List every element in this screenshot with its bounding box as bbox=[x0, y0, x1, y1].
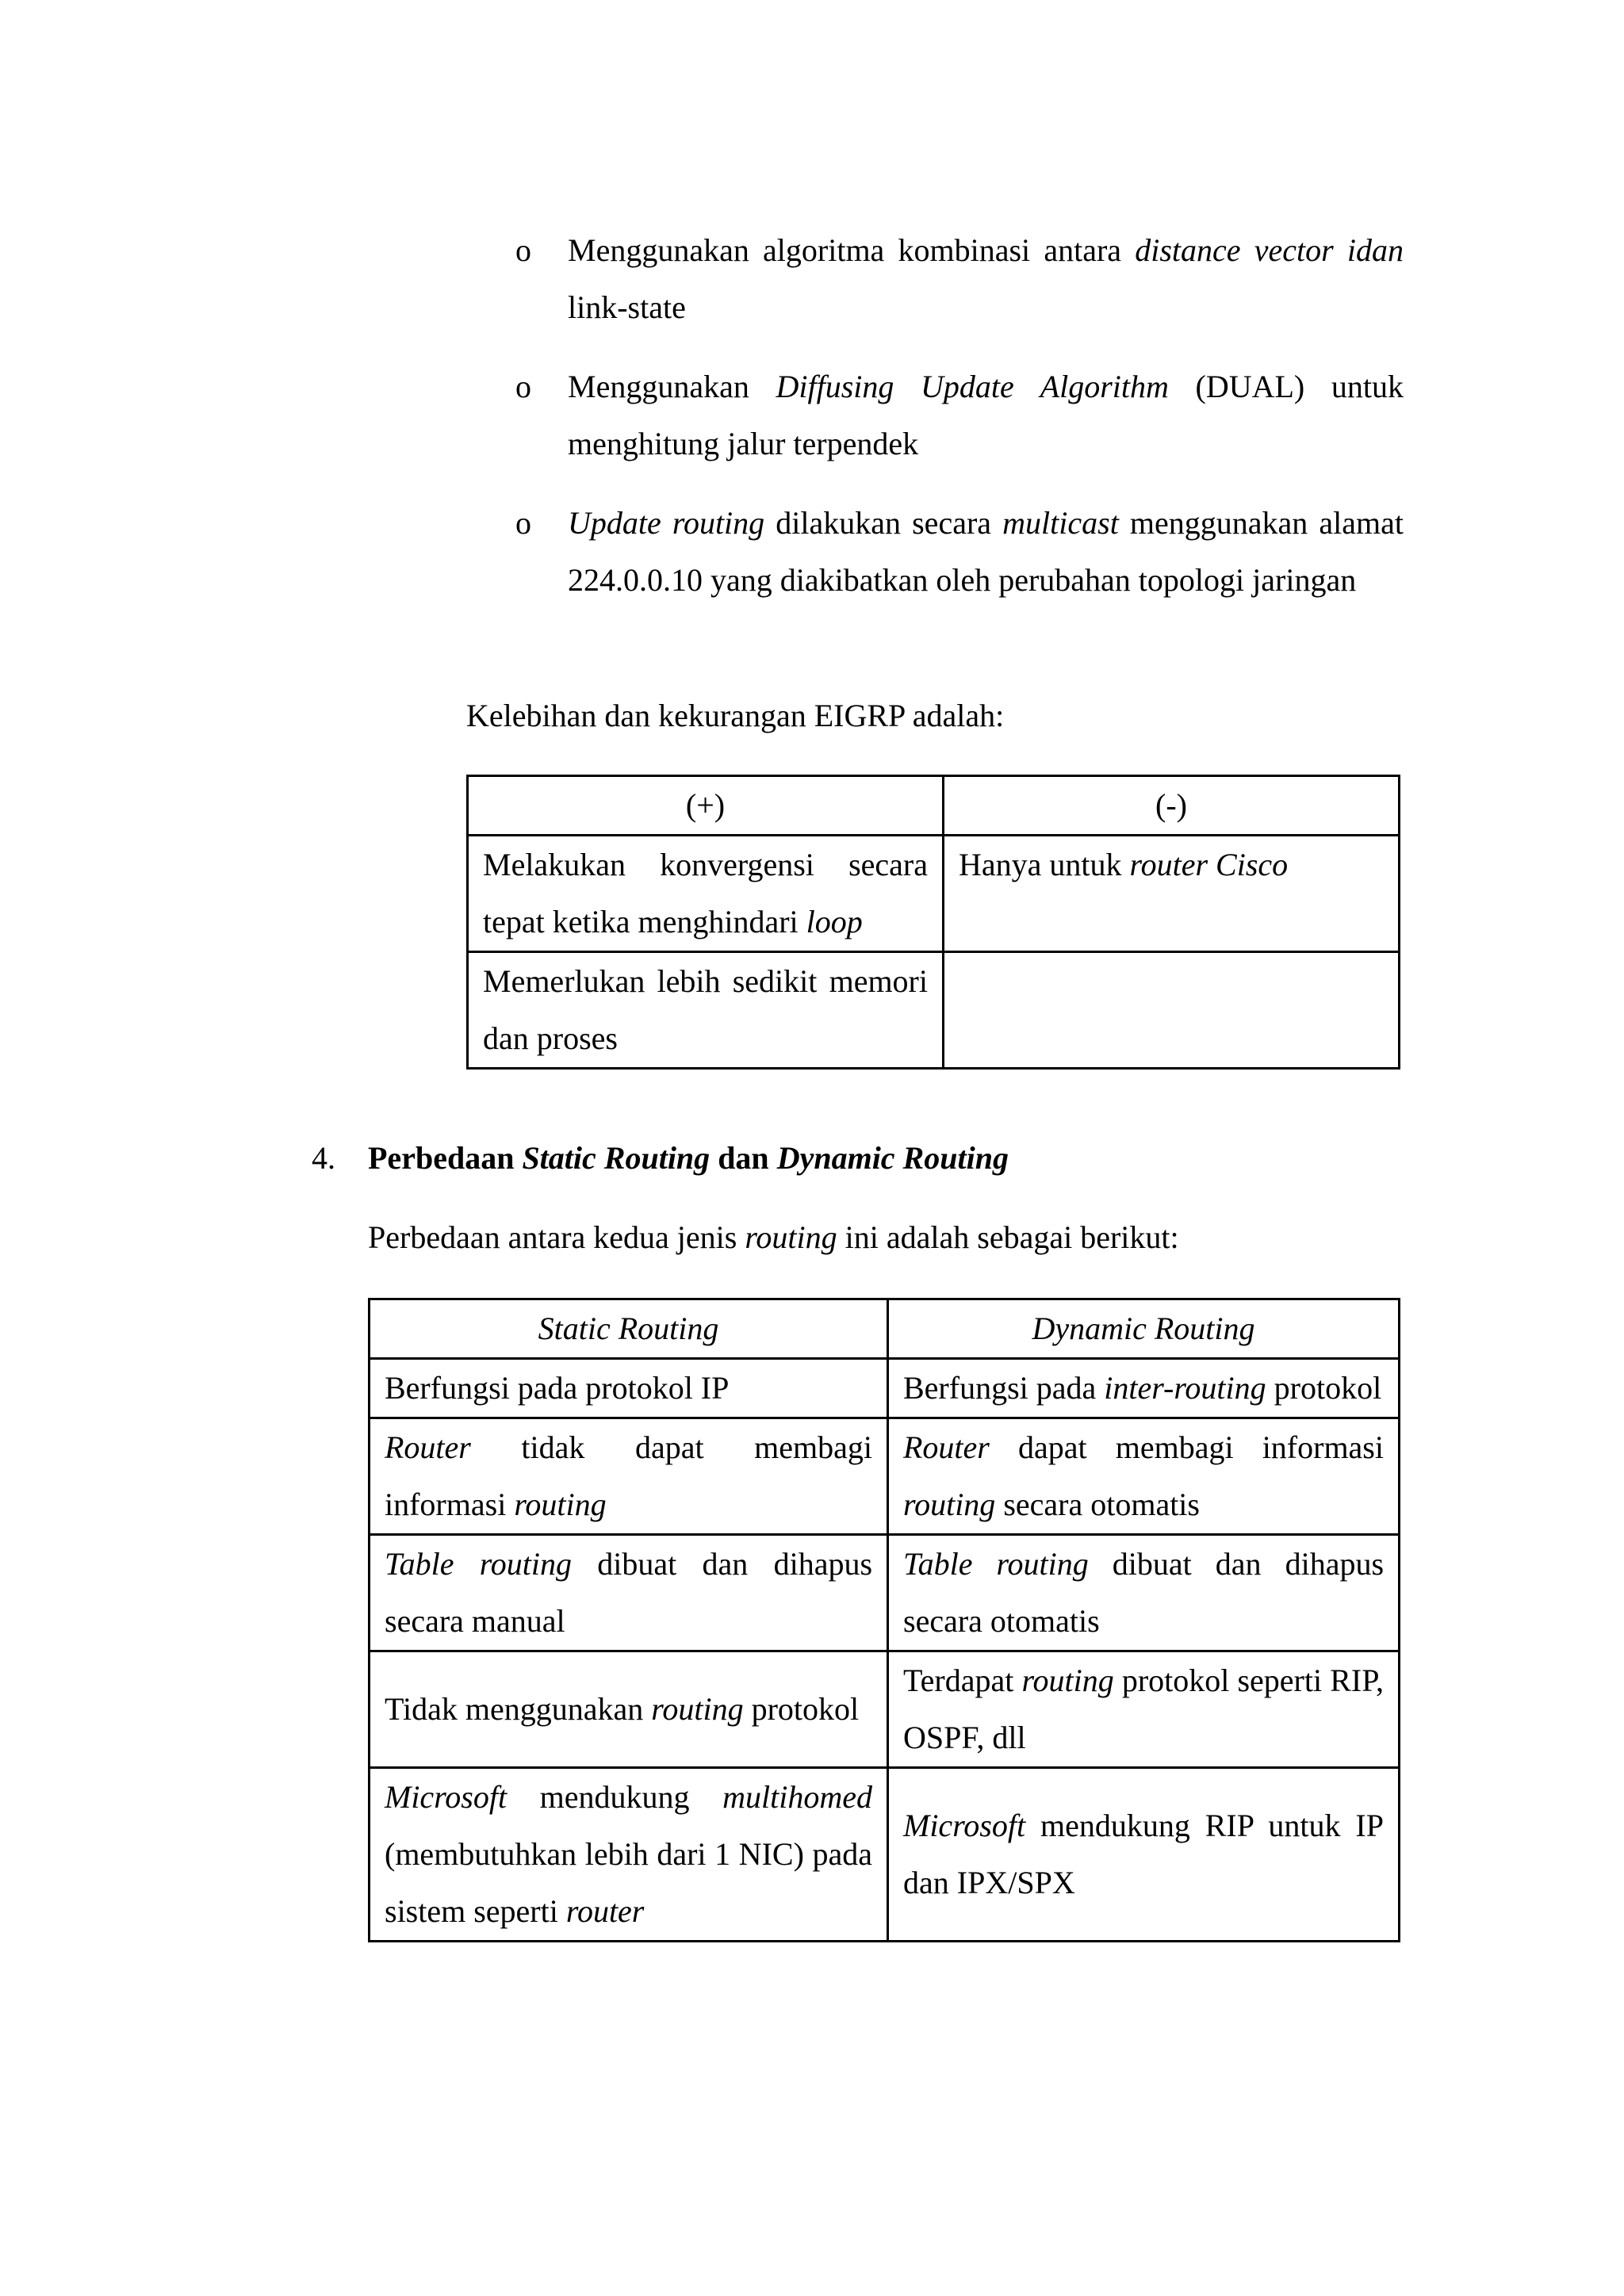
table-cell: Tidak menggunakan routing protokol bbox=[370, 1651, 888, 1768]
eigrp-intro: Kelebihan dan kekurangan EIGRP adalah: bbox=[466, 698, 1005, 733]
section-heading bbox=[312, 1130, 1009, 1187]
bullet-text: Menggunakan Diffusing Update Algorithm (DUAL) untuk menghitung jalur terpendek bbox=[568, 369, 1404, 461]
table-row bbox=[370, 1418, 1400, 1535]
table-cell: Router dapat membagi informasi routing secara otomatis bbox=[888, 1418, 1400, 1535]
header-pros: (+) bbox=[468, 776, 944, 836]
table-cell: Router tidak dapat membagi informasi routing bbox=[370, 1418, 888, 1535]
header-static: Static Routing bbox=[370, 1299, 888, 1359]
routing-table bbox=[368, 1298, 1400, 1942]
table-cell: Microsoft mendukung multihomed (membutuhkan lebih dari 1 NIC) pada sistem seperti router bbox=[370, 1768, 888, 1942]
table-row bbox=[370, 1768, 1400, 1942]
table-row bbox=[468, 836, 1400, 952]
bullet-text: Update routing dilakukan secara multicast menggunakan alamat 224.0.0.10 yang diakibatkan oleh perubahan topologi jaringan bbox=[568, 505, 1404, 598]
table-cell bbox=[944, 952, 1400, 1069]
table-header-row bbox=[468, 776, 1400, 836]
bullet-marker: o bbox=[515, 232, 531, 268]
table-row bbox=[468, 952, 1400, 1069]
table-cell: Memerlukan lebih sedikit memori dan proses bbox=[468, 952, 944, 1069]
bullet-list bbox=[515, 222, 1404, 631]
bullet-marker: o bbox=[515, 505, 531, 541]
table-row bbox=[370, 1651, 1400, 1768]
table-row bbox=[370, 1535, 1400, 1651]
table-cell: Melakukan konvergensi secara tepat ketika menghindari loop bbox=[468, 836, 944, 952]
header-cons: (-) bbox=[944, 776, 1400, 836]
list-item bbox=[515, 495, 1404, 609]
table-cell: Microsoft mendukung RIP untuk IP dan IPX/SPX bbox=[888, 1768, 1400, 1942]
list-item bbox=[515, 222, 1404, 336]
routing-intro: Perbedaan antara kedua jenis routing ini adalah sebagai berikut: bbox=[368, 1219, 1179, 1255]
header-dynamic: Dynamic Routing bbox=[888, 1299, 1400, 1359]
list-item bbox=[515, 358, 1404, 473]
table-cell: Table routing dibuat dan dihapus secara manual bbox=[370, 1535, 888, 1651]
section-title: Perbedaan Static Routing dan Dynamic Routing bbox=[368, 1140, 1009, 1176]
table-cell: Berfungsi pada inter-routing protokol bbox=[888, 1359, 1400, 1418]
table-cell: Hanya untuk router Cisco bbox=[944, 836, 1400, 952]
table-row bbox=[370, 1359, 1400, 1418]
table-cell: Table routing dibuat dan dihapus secara otomatis bbox=[888, 1535, 1400, 1651]
bullet-marker: o bbox=[515, 369, 531, 404]
table-cell: Terdapat routing protokol seperti RIP, OSPF, dll bbox=[888, 1651, 1400, 1768]
table-cell: Berfungsi pada protokol IP bbox=[370, 1359, 888, 1418]
bullet-text: Menggunakan algoritma kombinasi antara distance vector idan link-state bbox=[568, 232, 1404, 325]
section-number: 4. bbox=[312, 1140, 335, 1176]
eigrp-table bbox=[466, 775, 1400, 1070]
table-header-row bbox=[370, 1299, 1400, 1359]
